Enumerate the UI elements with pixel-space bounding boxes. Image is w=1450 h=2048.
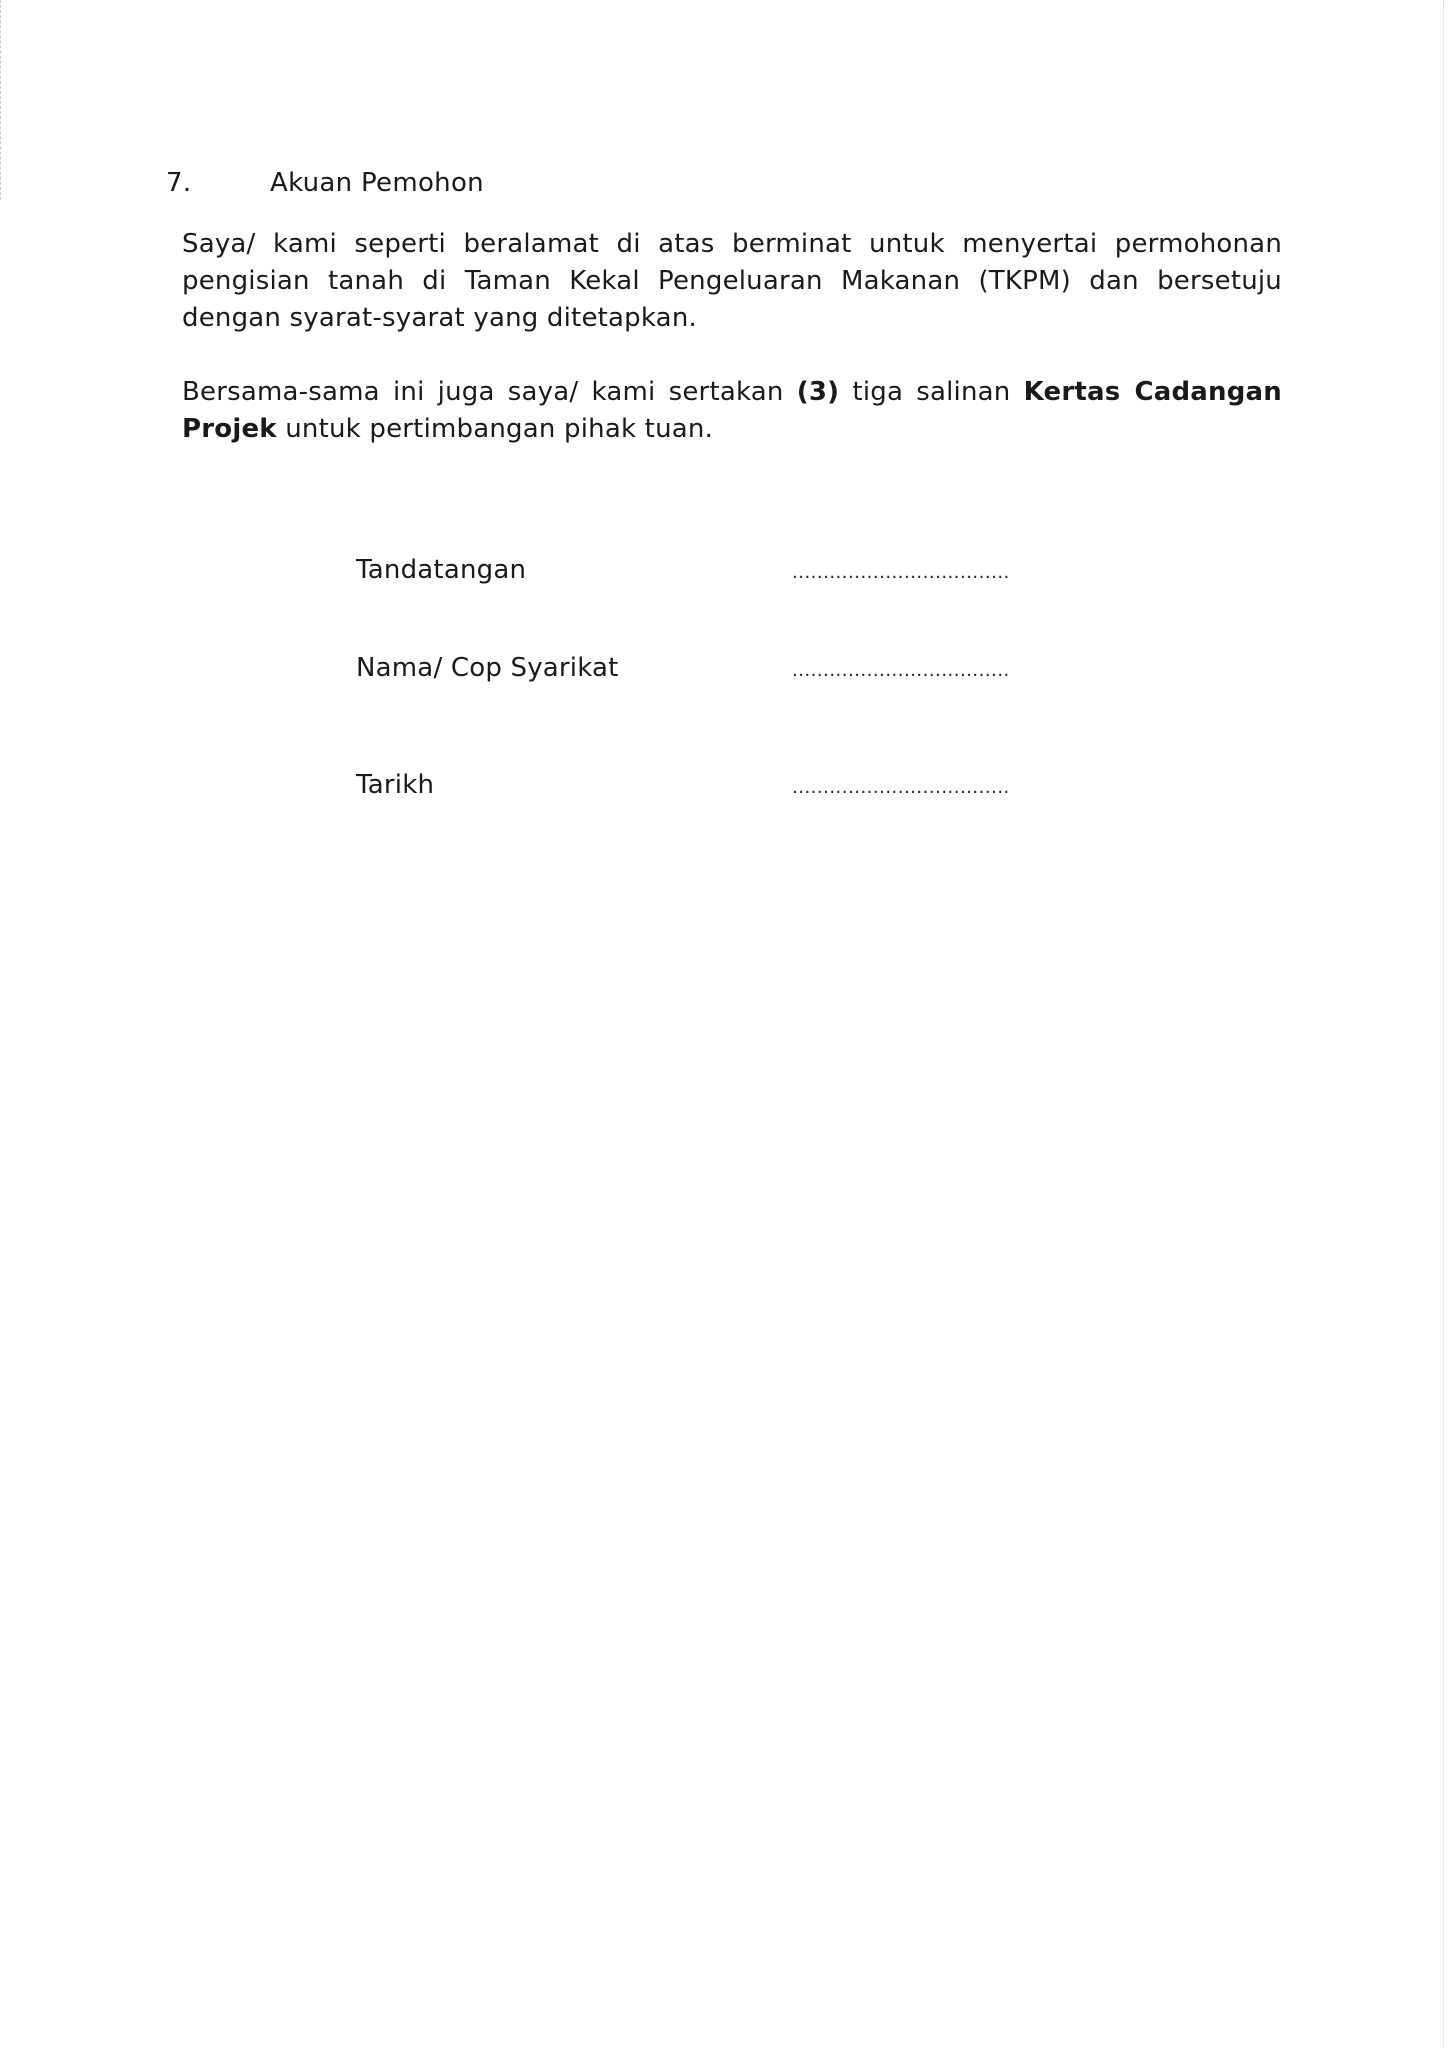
signature-line[interactable]: ................................... xyxy=(792,562,1010,583)
attachment-text-3: untuk pertimbangan pihak tuan. xyxy=(276,414,714,444)
company-label: Nama/ Cop Syarikat xyxy=(356,653,619,683)
scan-edge-right xyxy=(1441,0,1444,2048)
signature-field-row xyxy=(356,555,1056,585)
document-name: Kertas Cadangan Projek xyxy=(182,377,1282,444)
date-line[interactable]: ................................... xyxy=(792,777,1010,798)
scan-edge-left xyxy=(0,0,3,200)
date-label: Tarikh xyxy=(356,770,435,800)
attachment-text-2: tiga salinan xyxy=(839,377,1024,407)
attachment-paragraph xyxy=(182,374,1282,448)
attachment-text-1: Bersama-sama ini juga saya/ kami sertakan xyxy=(182,377,797,407)
section-number: 7. xyxy=(166,168,192,198)
section-title: Akuan Pemohon xyxy=(270,168,484,198)
company-line[interactable]: ................................... xyxy=(792,660,1010,681)
company-field-row xyxy=(356,653,1056,683)
date-field-row xyxy=(356,770,1056,800)
section-heading xyxy=(166,168,484,198)
copies-count: (3) xyxy=(796,377,840,407)
declaration-paragraph: Saya/ kami seperti beralamat di atas berminat untuk menyertai permohonan pengisian tanah di Taman Kekal Pengeluaran Makanan (TKPM) dan bersetuju dengan syarat-syarat yang ditetapkan. xyxy=(182,229,1282,333)
signature-label: Tandatangan xyxy=(356,555,527,585)
